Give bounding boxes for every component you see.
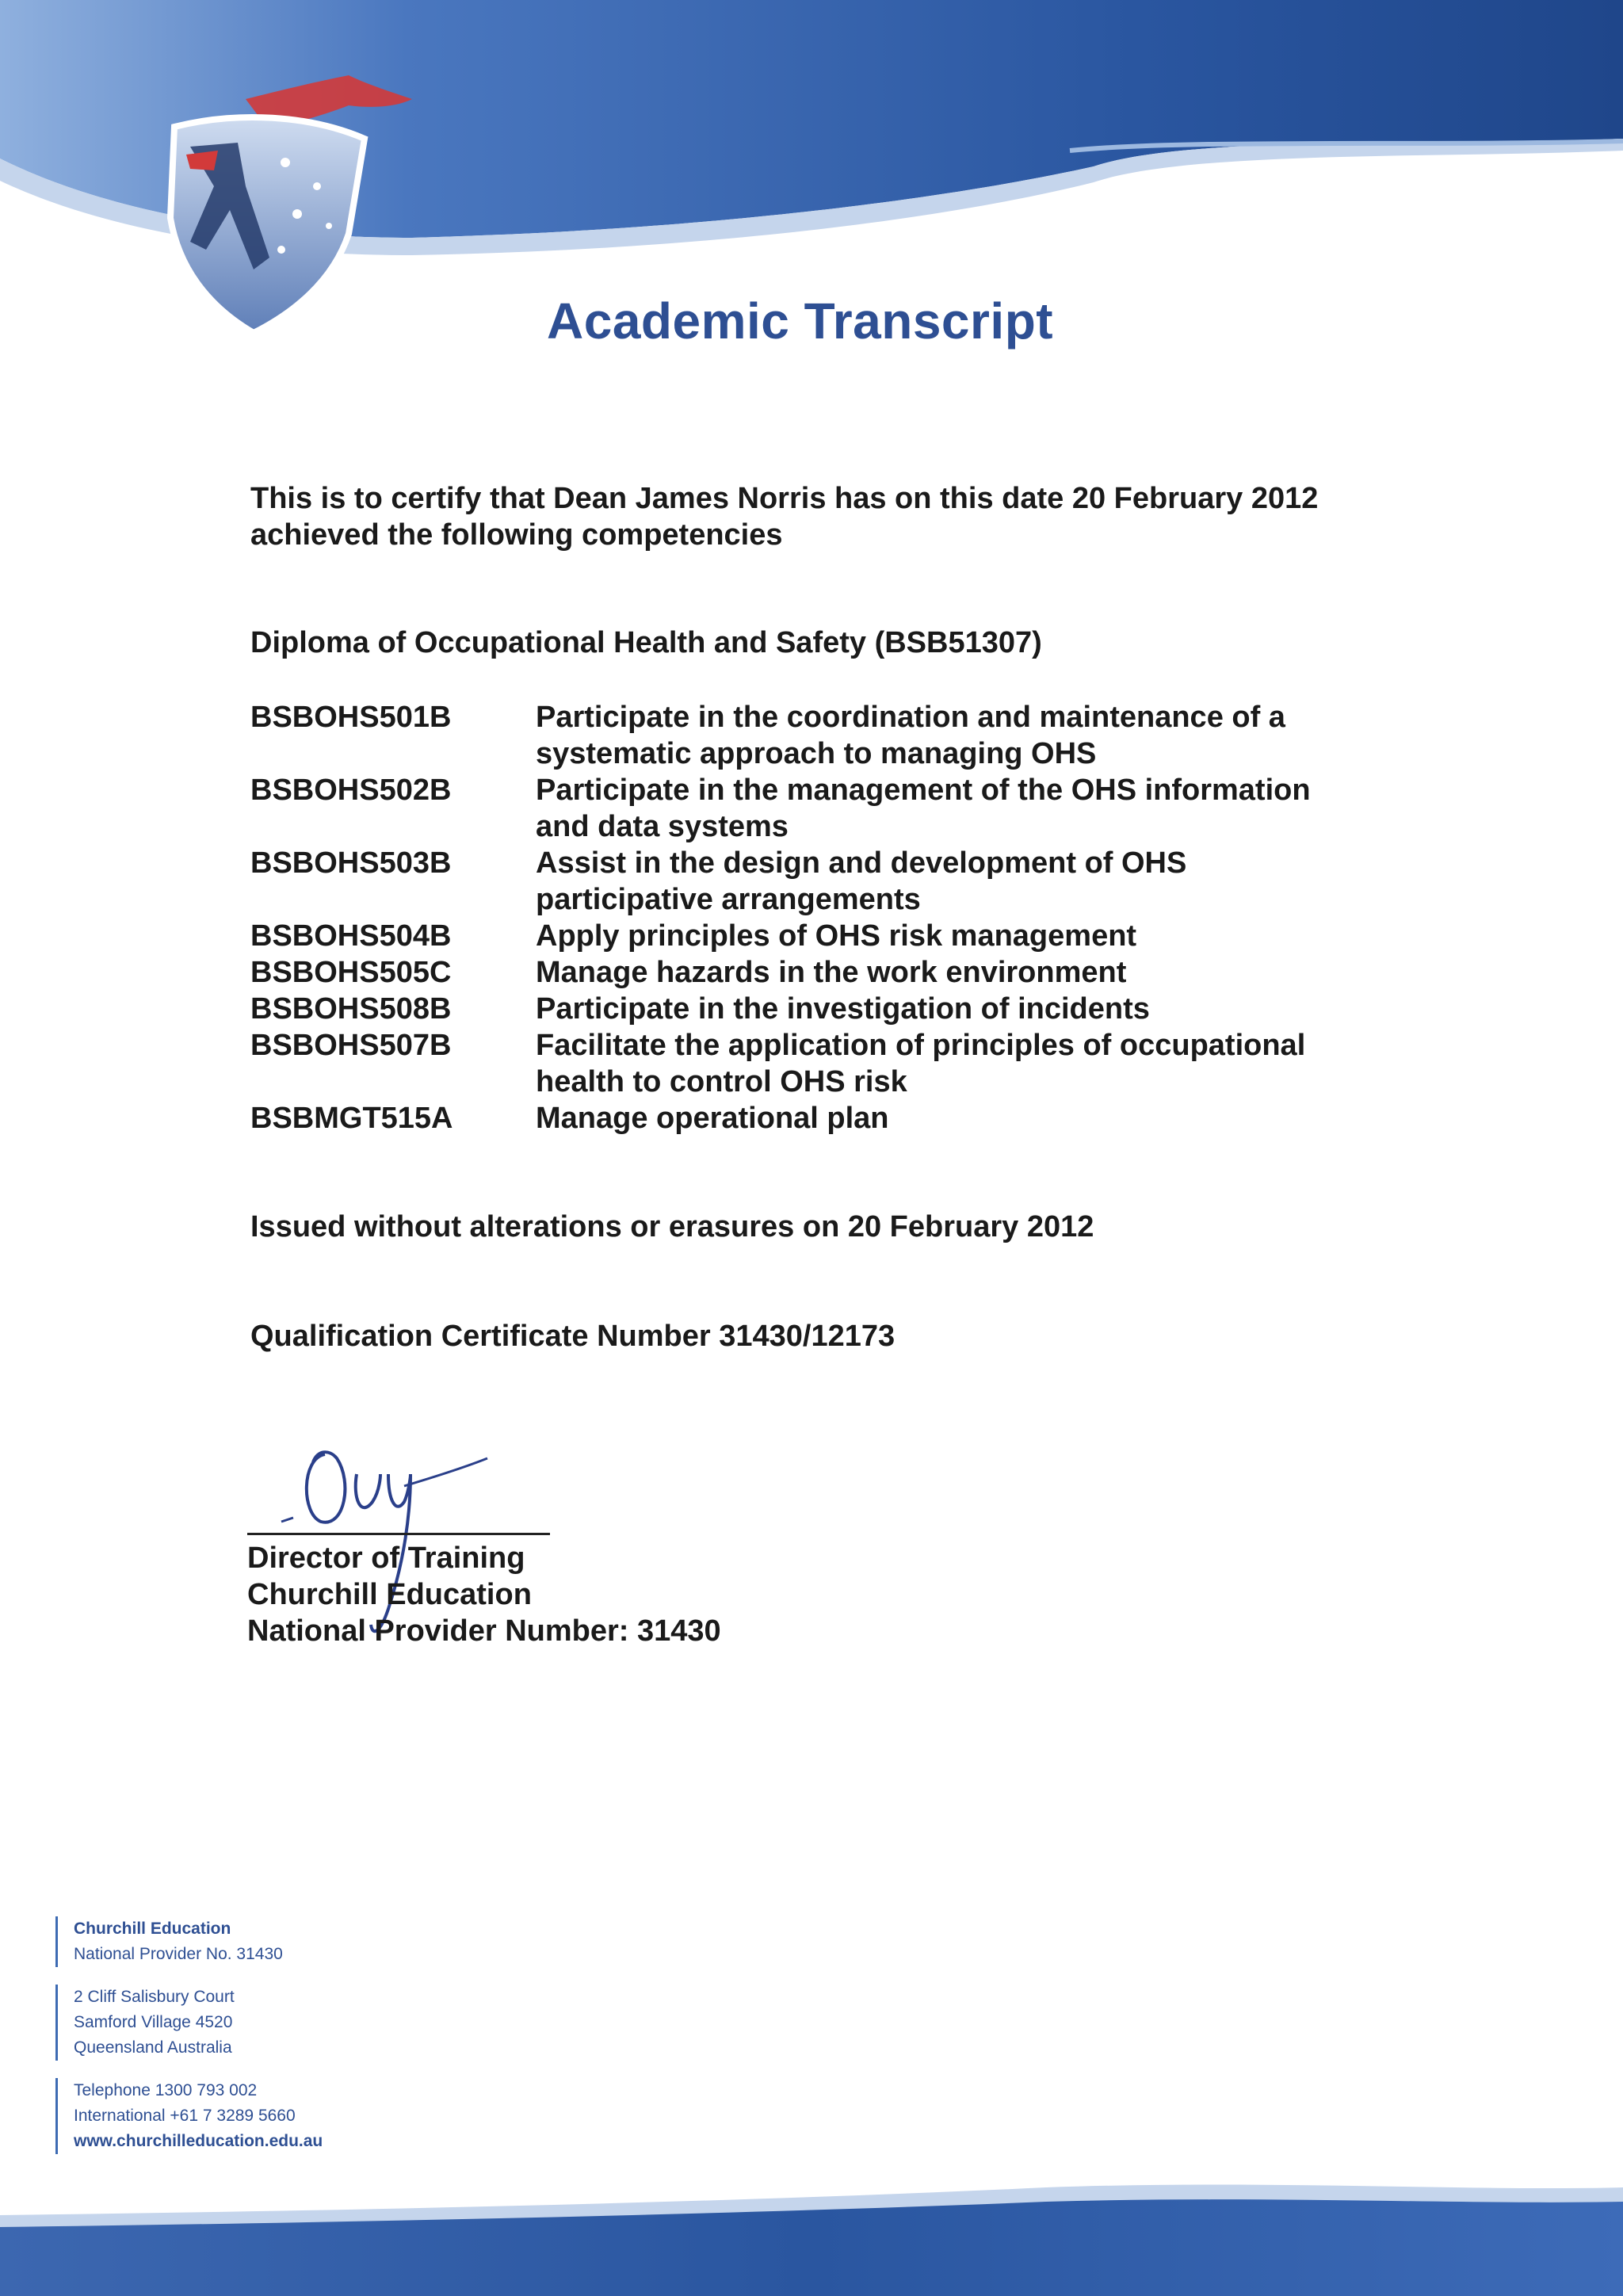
certification-statement	[250, 480, 1439, 553]
unit-title-line: Manage operational plan	[536, 1102, 889, 1135]
footer-line: Churchill Education	[74, 1920, 231, 1938]
footer-organisation	[55, 1916, 323, 1967]
footer-line: Samford Village 4520	[74, 2013, 233, 2031]
unit-title	[536, 918, 1400, 954]
footer-line: Queensland Australia	[74, 2038, 232, 2057]
unit-title-line: Manage hazards in the work environment	[536, 956, 1127, 989]
footer-contact	[55, 1916, 323, 2172]
footer-phone	[55, 2078, 323, 2154]
unit-code: BSBOHS502B	[250, 774, 452, 807]
signatory-block	[247, 1540, 721, 1649]
unit-title-line: Participate in the investigation of incidents	[536, 992, 1150, 1026]
unit-title	[536, 772, 1400, 845]
unit-row	[250, 845, 1400, 918]
unit-row	[250, 954, 1400, 991]
footer-line: 2 Cliff Salisbury Court	[74, 1988, 235, 2006]
unit-row	[250, 1027, 1400, 1100]
footer-line: International +61 7 3289 5660	[74, 2107, 296, 2125]
qualification-number: Qualification Certificate Number 31430/12173	[250, 1320, 896, 1353]
unit-code: BSBOHS501B	[250, 701, 452, 734]
footer-address	[55, 1985, 323, 2061]
unit-title	[536, 845, 1400, 918]
unit-title-line: health to control OHS risk	[536, 1065, 907, 1098]
issued-statement: Issued without alterations or erasures on 20 February 2012	[250, 1210, 1094, 1244]
unit-row	[250, 918, 1400, 954]
footer-banner	[0, 2156, 1623, 2296]
page-title: Academic Transcript	[547, 292, 1054, 350]
unit-code: BSBMGT515A	[250, 1102, 453, 1135]
unit-row	[250, 699, 1400, 772]
unit-code: BSBOHS505C	[250, 956, 452, 989]
signatory-organisation: Churchill Education	[247, 1578, 532, 1611]
signature-line	[247, 1533, 550, 1535]
competency-units-list	[250, 699, 1400, 1137]
unit-title	[536, 991, 1400, 1027]
unit-code: BSBOHS507B	[250, 1029, 452, 1062]
unit-row	[250, 991, 1400, 1027]
unit-title-line: Apply principles of OHS risk management	[536, 919, 1137, 953]
unit-title	[536, 699, 1400, 772]
unit-title	[536, 1027, 1400, 1100]
unit-title-line: systematic approach to managing OHS	[536, 737, 1097, 770]
unit-title-line: and data systems	[536, 810, 789, 843]
signatory-provider-number: National Provider Number: 31430	[247, 1614, 721, 1648]
unit-code: BSBOHS504B	[250, 919, 452, 953]
unit-code: BSBOHS508B	[250, 992, 452, 1026]
unit-title	[536, 1100, 1400, 1137]
unit-title	[536, 954, 1400, 991]
footer-line: National Provider No. 31430	[74, 1945, 283, 1963]
unit-title-line: Participate in the management of the OHS information	[536, 774, 1311, 807]
unit-row	[250, 1100, 1400, 1137]
unit-row	[250, 772, 1400, 845]
certify-line: achieved the following competencies	[250, 518, 783, 552]
diploma-title: Diploma of Occupational Health and Safety (BSB51307)	[250, 626, 1042, 659]
unit-code: BSBOHS503B	[250, 846, 452, 880]
footer-line: Telephone 1300 793 002	[74, 2081, 258, 2099]
unit-title-line: Facilitate the application of principles of occupational	[536, 1029, 1306, 1062]
churchill-crest-logo	[111, 67, 444, 353]
certify-line: This is to certify that Dean James Norris has on this date 20 February 2012	[250, 482, 1319, 515]
signatory-role: Director of Training	[247, 1541, 525, 1575]
unit-title-line: Assist in the design and development of OHS	[536, 846, 1187, 880]
unit-title-line: participative arrangements	[536, 883, 921, 916]
unit-title-line: Participate in the coordination and maintenance of a	[536, 701, 1285, 734]
footer-website-link[interactable]: www.churchilleducation.edu.au	[74, 2132, 323, 2150]
